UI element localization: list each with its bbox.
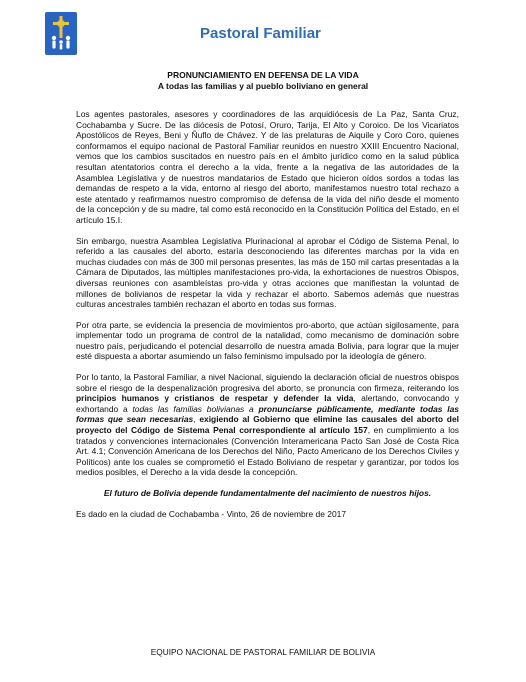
p4-text-c: , alertando, convocando y exhortando a [76, 393, 459, 414]
brand-title: Pastoral Familiar [200, 25, 321, 42]
paragraph-4 [76, 372, 459, 478]
p4-text-f: , [193, 414, 200, 425]
p4-pronounce-text: pronunciarse públicamente, mediante todas las formas que sean necesarias [76, 403, 459, 425]
closing-statement: El futuro de Bolivia depende fundamentalmente del nacimiento de nuestros hijos. [103, 488, 432, 498]
paragraph-3: Por otra parte, se evidencia la presencia de movimientos pro-aborto, que actúan sigilosamente, para implementar todo un programa de control de la natalidad, como mecanismo de dominación sobre nuestro país, perjudicando el potencial desarrollo de nuestra amada Bolivia, para lograr que la mujer esté dispuesta a abortar asumiendo un falso feminismo impulsado por la ideología de género. [76, 319, 459, 362]
date-line: Es dado en la ciudad de Cochabamba - Vinto, 26 de noviembre de 2017 [76, 508, 347, 519]
p4-italic-families: todas las familias bolivianas a [132, 403, 259, 414]
paragraph-1: Los agentes pastorales, asesores y coordinadores de las arquidiócesis de La Paz, Santa Cruz, Cochabamba y Sucre. De las diócesis de Potosí, Oruro, Tarija, El Alto y Coroico. De los Vicariatos Apostólicos de Reyes, Beni y Ñuflo de Chávez. Y de las prelaturas de Aiquile y Coro Coro, quienes conformamos el equipo nacional de Pastoral Familiar reunidos en nuestro XXIII Encuentro Nacional, vemos que los cambios suscitados en nuestro país en el ámbito jurídico como en la salud pública resultan atentatorios contra el derecho a la vida, frente a la negativa de las autoridades de la Asamblea Legislativa y de nuestros mandatarios de Estado que hicieron oídos sordos a todas las demandas de respeto a la vida, entorno al riesgo del aborto, manifestamos nuestro total rechazo a este atentado y reafirmamos nuestro compromiso de defensa de la vida del niño desde el momento de la concepción y de su madre, tal como está reconocido en la Constitución Política del Estado, en el artículo 15.I. [76, 109, 459, 225]
document-subtitle: A todas las familias y al pueblo boliviano en general [157, 81, 369, 91]
document-body [76, 109, 459, 529]
paragraph-2: Sin embargo, nuestra Asamblea Legislativa Plurinacional al aprobar el Código de Sistema Penal, lo referido a las causales del aborto, estaría desconociendo las diferentes marchas por la vida en muchas ciudades con más de 300 mil personas presentes, las más de 150 mil cartas presentadas a la Cámara de Diputados, las múltiples manifestaciones pro-vida, la exhortaciones de nuestros Obispos, diversas reuniones con asambleístas pro-vida y otras acciones que manifiestan la voluntad de millones de bolivianos de respetar la vida y rechazar el aborto. Sabemos además que nuestras culturas ancestrales también rechazan el aborto en todas sus formas. [76, 235, 459, 310]
pastoral-logo [45, 12, 77, 55]
document-title: PRONUNCIAMIENTO EN DEFENSA DE LA VIDA [167, 70, 359, 80]
p4-text-a: Por lo tanto, la Pastoral Familiar, a nivel Nacional, siguiendo la declaración oficial de nuestros obispos sobre el riesgo de la despenalización progresiva del aborto, se pronuncia con firmeza, reiterando los [76, 372, 459, 393]
family-cross-icon [45, 12, 77, 55]
p4-bold-principles: principios humanos y cristianos de respetar y defender la vida [76, 393, 354, 404]
signature-footer: EQUIPO NACIONAL DE PASTORAL FAMILIAR DE BOLIVIA [150, 647, 376, 657]
p4-text-h: , en cumplimiento a los tratados y convenciones internacionales (Convención Interamericana Pacto San José de Costa Rica Art. 4.1; Convención Americana de los Derechos del Niño, Pacto Americano de los Derechos Civiles y Políticos) ante los cuales se comprometió el Estado Boliviano de respetar y garantizar, por todos los medios posibles, el Derecho a la vida desde la concepción. [76, 425, 459, 478]
p4-bold-demand: exigiendo al Gobierno que elimine las causales del aborto del proyecto del Código de Sistema Penal correspondiente al artículo 157 [76, 414, 459, 436]
